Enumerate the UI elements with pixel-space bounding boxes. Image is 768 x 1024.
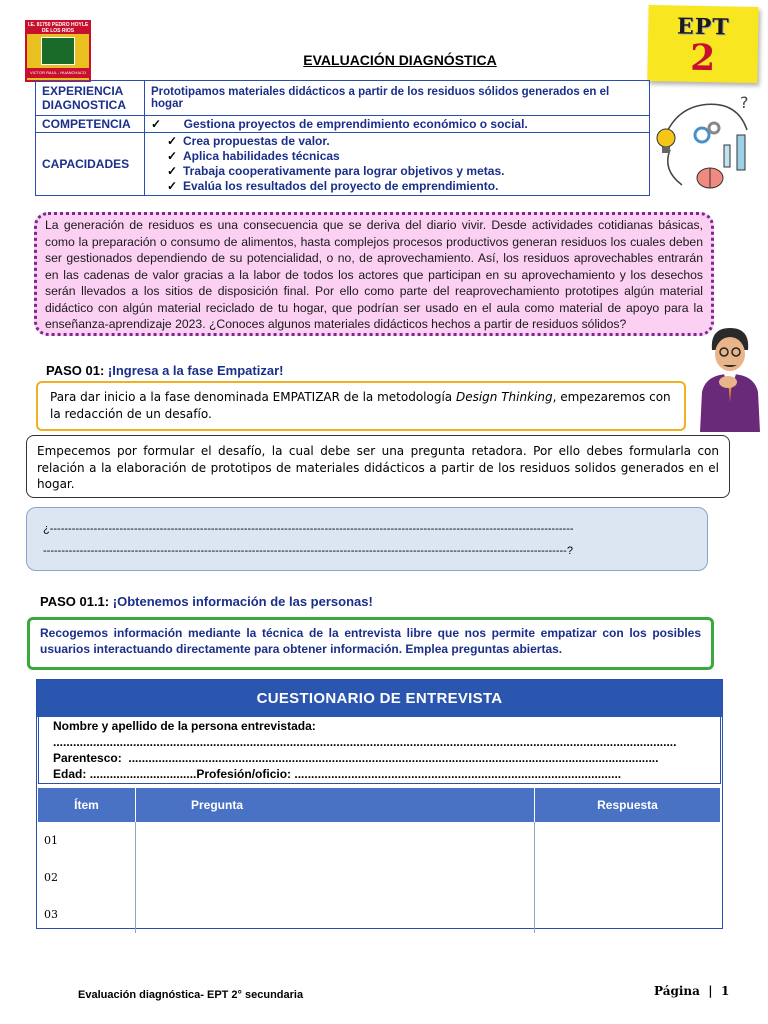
page-title: EVALUACIÓN DIAGNÓSTICA <box>303 52 497 68</box>
interview-info-box: Recogemos información mediante la técnica de la entrevista libre que nos permite empatizar con los posibles usuarios interactuando directamente para obtener información. Emplea preguntas abiertas. <box>27 617 714 670</box>
check-icon: ✓ <box>151 117 162 131</box>
item-number: 01 <box>38 822 136 859</box>
page-number <box>654 984 729 998</box>
check-icon: ✓ <box>167 134 178 148</box>
empathize-text-b: , empezaremos con la redacción de un desafío. <box>50 390 671 421</box>
check-icon: ✓ <box>167 149 178 163</box>
page-separator: | <box>708 984 713 998</box>
design-thinking-illustration-icon <box>652 90 762 195</box>
check-icon: ✓ <box>167 164 178 178</box>
questionnaire-title: CUESTIONARIO DE ENTREVISTA <box>37 680 722 717</box>
name-field[interactable]: ........................................................................................................................................................................................... <box>53 735 677 749</box>
capacity-text: Crea propuestas de valor. <box>183 134 330 148</box>
footer-text: Evaluación diagnóstica- EPT 2° secundaria <box>78 989 304 1001</box>
thinking-person-icon <box>692 322 766 432</box>
answer-cell[interactable] <box>535 859 721 896</box>
page-number-value: 1 <box>721 984 730 998</box>
badge-line2: 2 <box>689 36 716 80</box>
capacity-text: Evalúa los resultados del proyecto de emprendimiento. <box>183 179 499 193</box>
experience-row <box>36 81 650 116</box>
answer-line: ¿----------------------------------------------------------------------------------------------------------------------------------------------- <box>43 523 574 535</box>
capacities-list <box>145 133 650 196</box>
capacities-label: CAPACIDADES <box>36 133 145 196</box>
empathize-box <box>36 381 686 431</box>
capacity-text: Aplica habilidades técnicas <box>183 149 340 163</box>
question-cell[interactable] <box>136 896 535 933</box>
empathize-text-a: Para dar inicio a la fase denominada EMPATIZAR de la metodología <box>50 390 456 404</box>
question-cell[interactable] <box>136 822 535 859</box>
table-row <box>38 822 721 859</box>
info-table <box>35 80 650 196</box>
interviewee-fields <box>38 717 721 784</box>
competence-label: COMPETENCIA <box>36 116 145 133</box>
profession-field[interactable]: .................................................................................................. <box>294 767 622 781</box>
step-01-heading <box>46 363 283 378</box>
column-item: Ítem <box>38 788 136 822</box>
page-label: Página <box>654 984 700 998</box>
relationship-label: Parentesco: <box>53 751 122 765</box>
relationship-row <box>53 750 706 766</box>
challenge-answer-field[interactable] <box>26 507 708 571</box>
challenge-box: Empecemos por formular el desafío, la cual debe ser una pregunta retadora. Por ello debes formularla con relación a la elaboración de prototipos de materiales didácticos a partir de los residuos solidos generados en el hogar. <box>26 435 730 498</box>
relationship-field[interactable]: ............................................................................................................................................................... <box>128 751 659 765</box>
experience-label: EXPERIENCIA DIAGNOSTICA <box>36 81 145 116</box>
ept-badge <box>647 5 758 83</box>
item-number: 02 <box>38 859 136 896</box>
intro-text-box: La generación de residuos es una consecuencia que se deriva del diario vivir. Desde actividades cotidianas básicas, como la preparación o consumo de alimentos, hasta complejos procesos productivos generan residuos los cuales deben ser gestionados dependiendo de su potencialidad, o no, de aprovechamiento. Así, los residuos aprovechables entrarán en las cadenas de valor gracias a la labor de todos los actores que participan en su aprovechamiento y los desechos serán llevados a los sitios de disposición final. Por ello como parte del reaprovechamiento prototipes algún material didáctico con algún material reciclado de tu hogar, que podrían ser usado en el aula como material de apoyo para la enseñanza-aprendizaje 2023. ¿Conoces algunos materiales didácticos hechos a partir de residuos sólidos? <box>34 212 714 336</box>
column-answer: Respuesta <box>535 788 721 822</box>
logo-top-text: I.E. 81750 PEDRO HOYLE DE LOS RIOS <box>27 22 89 34</box>
logo-shield-icon <box>41 37 75 65</box>
experience-value: Prototipamos materiales didácticos a partir de los residuos sólidos generados en el hogar <box>145 81 650 116</box>
capacity-item <box>167 164 643 179</box>
school-logo <box>25 20 91 82</box>
item-number: 03 <box>38 896 136 933</box>
name-label: Nombre y apellido de la persona entrevistada: <box>53 719 316 733</box>
table-row <box>38 859 721 896</box>
age-profession-row <box>53 766 706 782</box>
badge-line1: EPT <box>676 13 730 41</box>
capacity-text: Trabaja cooperativamente para lograr objetivos y metas. <box>183 164 505 178</box>
answer-line: -----------------------------------------------------------------------------------------------------------------------------------------------? <box>43 545 573 557</box>
step-011-label: PASO 01.1: <box>40 594 110 609</box>
answer-cell[interactable] <box>535 822 721 859</box>
capacity-item <box>167 134 643 149</box>
table-header-row <box>38 788 721 822</box>
check-icon: ✓ <box>167 179 178 193</box>
age-field[interactable]: ................................ <box>89 767 197 781</box>
capacity-item <box>167 149 643 164</box>
table-row <box>38 896 721 933</box>
competence-value <box>145 116 650 133</box>
answer-cell[interactable] <box>535 896 721 933</box>
capacity-item <box>167 179 643 194</box>
profession-label: Profesión/oficio: <box>196 767 292 781</box>
interview-questionnaire <box>36 679 723 929</box>
step-011-heading <box>40 594 373 609</box>
column-question: Pregunta <box>136 788 535 822</box>
logo-bottom-text: VICTOR RAUL - HUANCHACO <box>27 68 89 78</box>
step-01-label: PASO 01: <box>46 363 105 378</box>
svg-text:?: ? <box>740 93 749 112</box>
age-label: Edad: <box>53 767 87 781</box>
competence-text: Gestiona proyectos de emprendimiento económico o social. <box>183 117 528 131</box>
empathize-text-em: Design Thinking <box>455 390 553 404</box>
step-01-title: ¡Ingresa a la fase Empatizar! <box>107 363 284 378</box>
question-cell[interactable] <box>136 859 535 896</box>
interview-table <box>38 788 721 933</box>
step-011-title: ¡Obtenemos información de las personas! <box>112 594 373 609</box>
capacities-row <box>36 133 650 196</box>
competence-row <box>36 116 650 133</box>
